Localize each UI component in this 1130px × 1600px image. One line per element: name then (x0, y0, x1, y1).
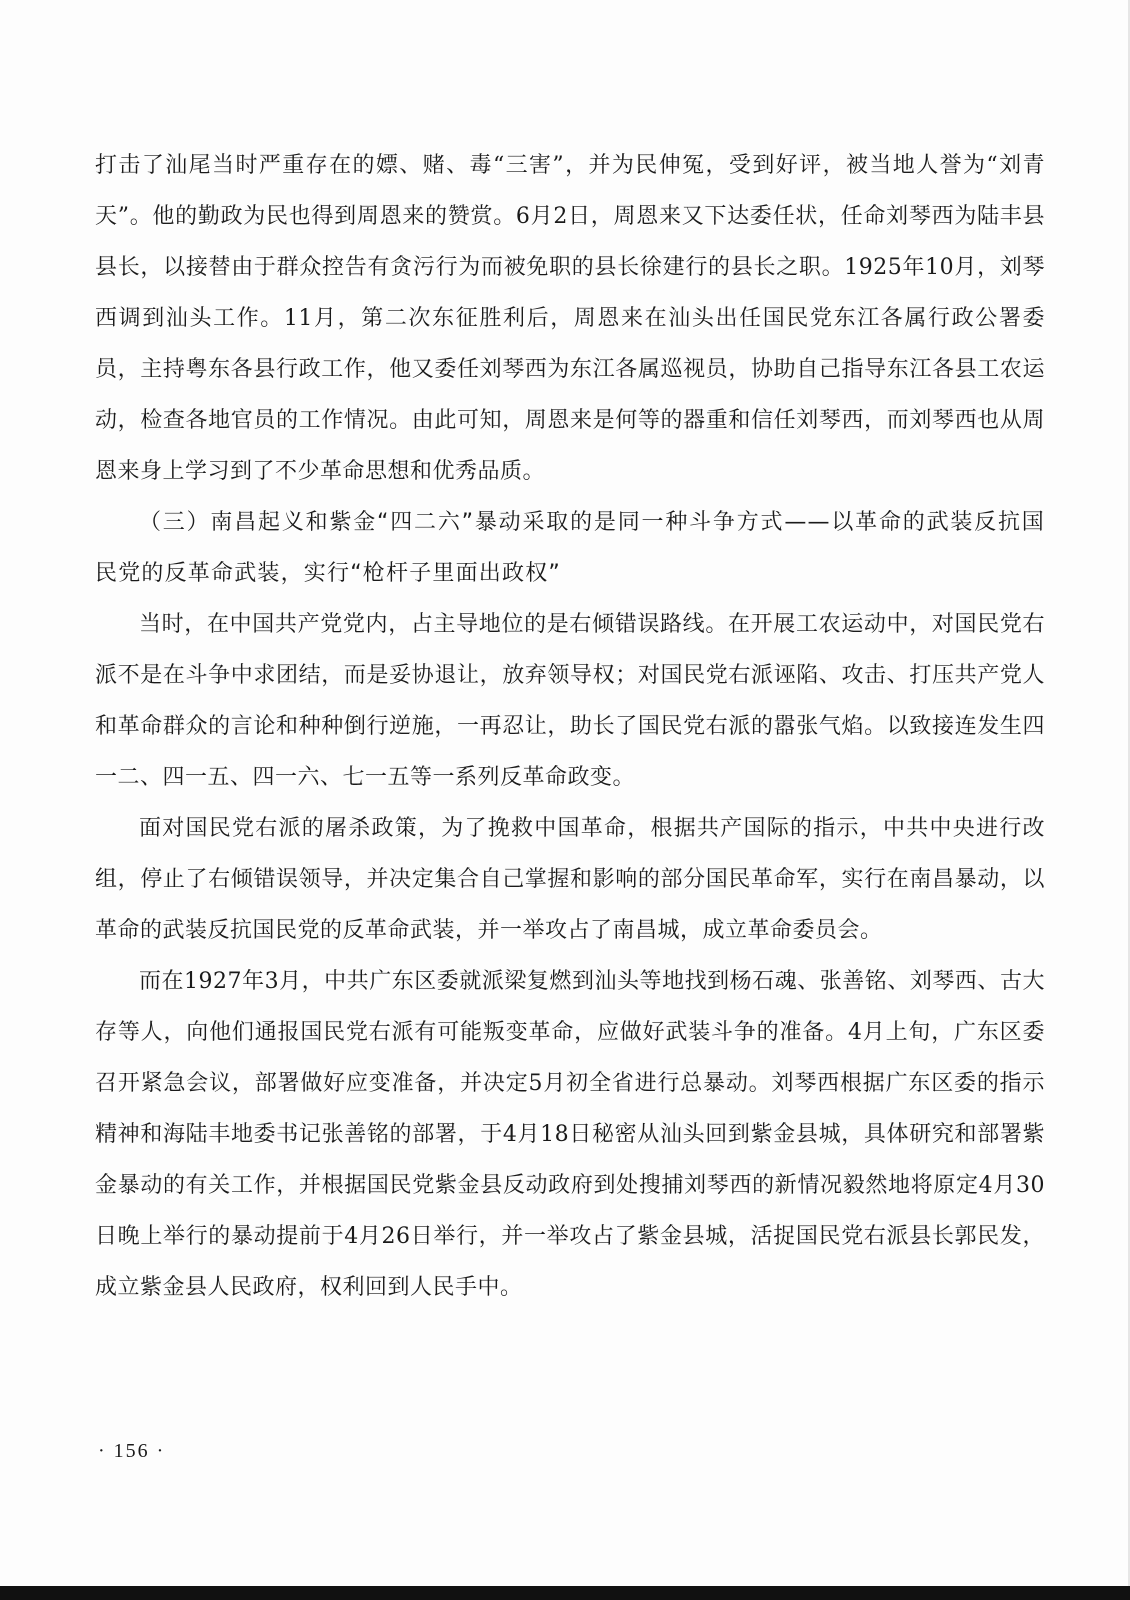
section-heading: （三）南昌起义和紫金“四二六”暴动采取的是同一种斗争方式——以革命的武装反抗国民党的反革命武装，实行“枪杆子里面出政权” (95, 510, 1045, 586)
scan-edge-bottom (0, 1586, 1130, 1600)
paragraph: 面对国民党右派的屠杀政策，为了挽救中国革命，根据共产国际的指示，中共中央进行改组，停止了右倾错误领导，并决定集合自己掌握和影响的部分国民革命军，实行在南昌暴动，以革命的武装反抗国民党的反革命武装，并一举攻占了南昌城，成立革命委员会。 (95, 816, 1045, 943)
page-number: · 156 · (98, 1440, 166, 1462)
paragraph: 当时，在中国共产党党内，占主导地位的是右倾错误路线。在开展工农运动中，对国民党右派不是在斗争中求团结，而是妥协退让，放弃领导权；对国民党右派诬陷、攻击、打压共产党人和革命群众的言论和种种倒行逆施，一再忍让，助长了国民党右派的嚣张气焰。以致接连发生四一二、四一五、四一六、七一五等一系列反革命政变。 (95, 612, 1045, 790)
paragraph: 而在1927年3月，中共广东区委就派梁复燃到汕头等地找到杨石魂、张善铭、刘琴西、古大存等人，向他们通报国民党右派有可能叛变革命，应做好武装斗争的准备。4月上旬，广东区委召开紧急会议，部署做好应变准备，并决定5月初全省进行总暴动。刘琴西根据广东区委的指示精神和海陆丰地委书记张善铭的部署，于4月18日秘密从汕头回到紫金县城，具体研究和部署紫金暴动的有关工作，并根据国民党紫金县反动政府到处搜捕刘琴西的新情况毅然地将原定4月30日晚上举行的暴动提前于4月26日举行，并一举攻占了紫金县城，活捉国民党右派县长郭民发，成立紫金县人民政府，权利回到人民手中。 (95, 969, 1045, 1300)
paragraph-continued: 打击了汕尾当时严重存在的嫖、赌、毒“三害”，并为民伸冤，受到好评，被当地人誉为“刘青天”。他的勤政为民也得到周恩来的赞赏。6月2日，周恩来又下达委任状，任命刘琴西为陆丰县县长，以接替由于群众控告有贪污行为而被免职的县长徐建行的县长之职。1925年10月，刘琴西调到汕头工作。11月，第二次东征胜利后，周恩来在汕头出任国民党东江各属行政公署委员，主持粤东各县行政工作，他又委任刘琴西为东江各属巡视员，协助自己指导东江各县工农运动，检查各地官员的工作情况。由此可知，周恩来是何等的器重和信任刘琴西，而刘琴西也从周恩来身上学习到了不少革命思想和优秀品质。 (95, 153, 1045, 484)
body-text (95, 140, 1045, 1313)
